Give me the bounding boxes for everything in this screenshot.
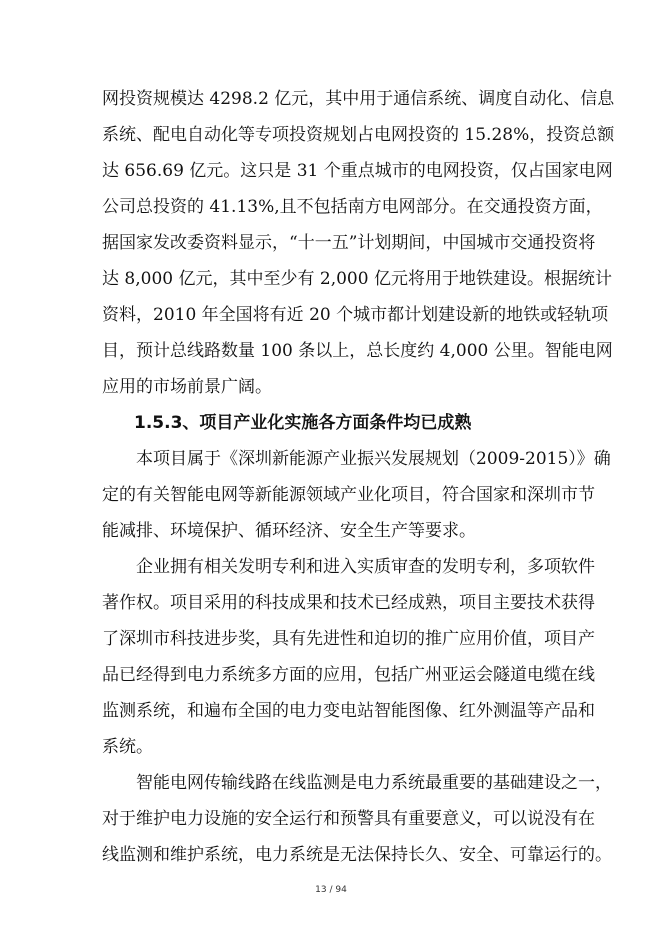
text-line: 企业拥有相关发明专利和进入实质审查的发明专利，多项软件 (136, 557, 595, 577)
text-line: 公司总投资的 41.13%,且不包括南方电网部分。在交通投资方面， (102, 197, 603, 217)
section-heading: 1.5.3、项目产业化实施各方面条件均已成熟 (134, 413, 472, 433)
text-line: 定的有关智能电网等新能源领域产业化项目，符合国家和深圳市节 (102, 485, 595, 505)
text-line: 资料，2010 年全国将有近 20 个城市都计划建设新的地铁或轻轨项 (102, 305, 609, 325)
text-line: 对于维护电力设施的安全运行和预警具有重要意义，可以说没有在 (102, 809, 595, 829)
text-line: 品已经得到电力系统多方面的应用，包括广州亚运会隧道电缆在线 (102, 665, 595, 685)
text-line: 应用的市场前景广阔。 (102, 377, 272, 397)
text-line: 监测系统，和遍布全国的电力变电站智能图像、红外测温等产品和 (102, 701, 595, 721)
text-line: 本项目属于《深圳新能源产业振兴发展规划（2009-2015）》确 (136, 449, 611, 469)
text-line: 达 656.69 亿元。这只是 31 个重点城市的电网投资，仅占国家电网 (102, 161, 613, 181)
text-line: 据国家发改委资料显示，“十一五”计划期间，中国城市交通投资将 (102, 233, 596, 253)
text-line: 智能电网传输线路在线监测是电力系统最重要的基础建设之一， (136, 773, 612, 793)
text-line: 线监测和维护系统，电力系统是无法保持长久、安全、可靠运行的。 (102, 845, 612, 865)
text-line: 能减排、环境保护、循环经济、安全生产等要求。 (102, 521, 476, 541)
text-line: 了深圳市科技进步奖，具有先进性和迫切的推广应用价值，项目产 (102, 629, 595, 649)
text-line: 网投资规模达 4298.2 亿元，其中用于通信系统、调度自动化、信息 (102, 89, 615, 109)
text-line: 著作权。项目采用的科技成果和技术已经成熟，项目主要技术获得 (102, 593, 595, 613)
text-line: 目，预计总线路数量 100 条以上，总长度约 4,000 公里。智能电网 (102, 341, 613, 361)
text-line: 系统。 (102, 737, 153, 757)
text-line: 系统、配电自动化等专项投资规划占电网投资的 15.28%，投资总额 (102, 125, 615, 145)
page-number: 13 / 94 (315, 885, 347, 895)
text-line: 达 8,000 亿元，其中至少有 2,000 亿元将用于地铁建设。根据统计 (102, 269, 612, 289)
